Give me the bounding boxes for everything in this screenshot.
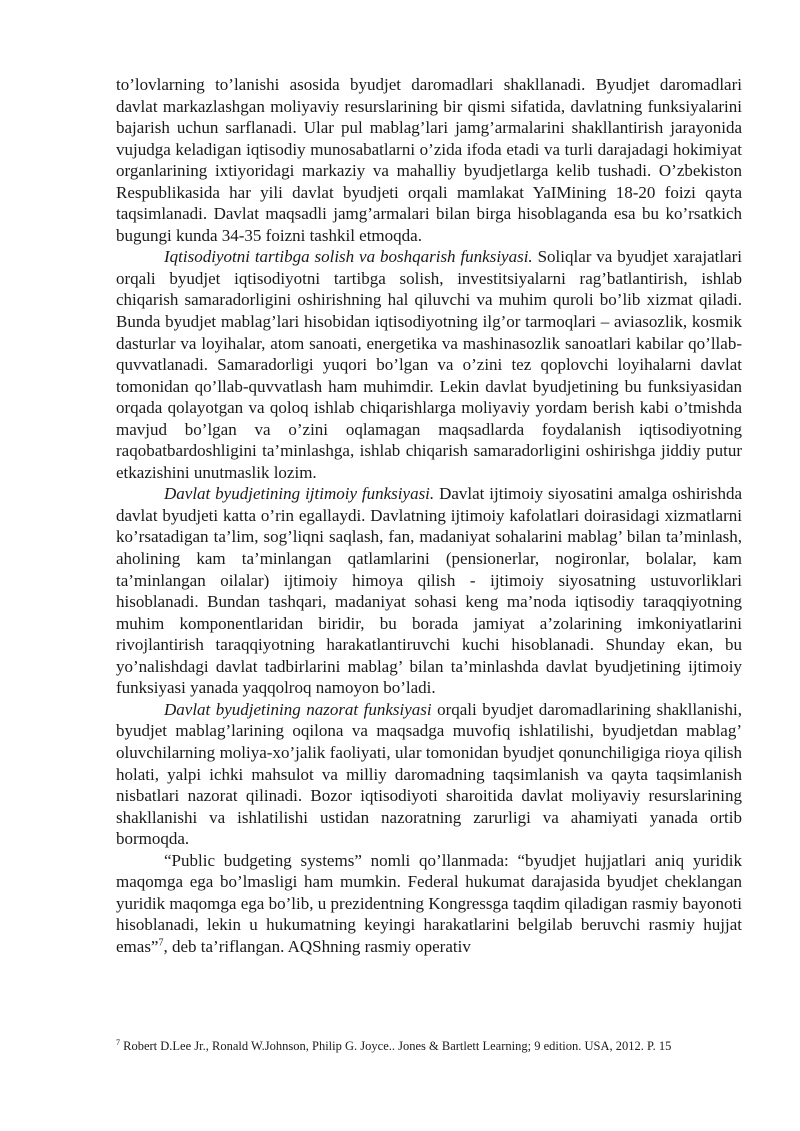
paragraph-control-function xyxy=(116,699,742,850)
paragraph-public-budgeting-text: “Public budgeting systems” nomli qo’llanmada: “byudjet hujjatlari aniq yuridik maqomga ega bo’lmasligi ham mumkin. Federal hukumat darajasida byudjet cheklangan yuridik maqomga ega bo’lib, u prezidentning Kongressga taqdim qiladigan rasmiy bayonoti hisoblanadi, lekin u hukumatning keyingi harakatlarini belgilab beruvchi rasmiy hujjat emas” xyxy=(116,850,742,956)
paragraph-social-text: Davlat ijtimoiy siyosatini amalga oshirishda davlat byudjeti katta o’rin egallaydi. Davlatning ijtimoiy kafolatlari doirasidagi xizmatlarni ko’rsatadigan ta’lim, sog’liqni saqlash, fan, madaniyat sohalarini mablag’ bilan ta’minlash, aholining kam ta’minlangan qatlamlarini (pensionerlar, nogironlar, bolalar, kam ta’minlangan oilalar) ijtimoiy himoya qilish - ijtimoiy siyosatning ustuvorliklari hisoblanadi. Bundan tashqari, madaniyat sohasi keng ma’noda iqtisodiy taraqqiyotning muhim komponentlaridan biridir, bu borada jamiyat a’zolarining imkoniyatlarini rivojlantirish taraqqiyotning harakatlantiruvchi kuchi hisoblanadi. Shunday ekan, bu yo’nalishdagi davlat tadbirlarini mablag’ bilan ta’minlashda davlat byudjetining ijtimoiy funksiyasi yanada yaqqolroq namoyon bo’ladi. xyxy=(116,484,742,698)
heading-control-function: Davlat byudjetining nazorat funksiyasi xyxy=(164,699,432,719)
paragraph-public-budgeting-tail: , deb ta’riflangan. AQShning rasmiy operativ xyxy=(163,936,471,956)
paragraph-regulation-text: Soliqlar va byudjet xarajatlari orqali byudjet iqtisodiyotni tartibga solish, investitsiyalarni rag’batlantirish, ishlab chiqarish samaradorligini oshirishning hal qiluvchi va muhim quroli bo’lib xizmat qiladi. Bunda byudjet mablag’lari hisobidan iqtisodiyotning ilg’or tarmoqlari – aviasozlik, kosmik dasturlar va loyihalar, atom sanoati, energetika va mashinasozlik sanoatlari kabilar qo’llab-quvvatlanadi. Samaradorligi yuqori bo’lgan va o’zini tez qoplovchi loyihalarni davlat tomonidan qo’llab-quvvatlash ham muhimdir. Lekin davlat byudjetining bu funksiyasidan orqada qolayotgan va qoloq ishlab chiqarishlarga moliyaviy yordam berish kabi o’tmishda mavjud bo’lgan va o’zini oqlamagan maqsadlarda foydalanish iqtisodiyotning raqobatbardoshligini ta’minlashga, ishlab chiqarish samaradorligini oshirishga jiddiy putur etkazishini unutmaslik lozim. xyxy=(116,247,742,482)
footnote-number: 7 xyxy=(116,1037,120,1047)
footnote xyxy=(116,1038,742,1054)
paragraph-control-text: orqali byudjet daromadlarining shakllanishi, byudjet mablag’larining oqilona va maqsadga muvofiq ishlatilishi, byudjetdan mablag’ oluvchilarning moliya-xo’jalik faoliyati, ular tomonidan byudjet qonunchiligiga rioya qilish holati, yalpi ichki mahsulot va milliy daromadning taqsimlanish va qayta taqsimlanish nisbatlari nazorat qilinadi. Bozor iqtisodiyoti sharoitida davlat moliyaviy resurslarining shakllanishi va ishlatilishi ustidan nazoratning zarurligi va ahamiyati yanada ortib bormoqda. xyxy=(116,699,742,849)
footnote-text: Robert D.Lee Jr., Ronald W.Johnson, Philip G. Joyce.. Jones & Bartlett Learning; 9 edition. USA, 2012. P. 15 xyxy=(120,1039,672,1053)
paragraph-social-function xyxy=(116,483,742,698)
heading-social-function: Davlat byudjetining ijtimoiy funksiyasi. xyxy=(164,484,435,504)
heading-regulation-function: Iqtisodiyotni tartibga solish va boshqarish funksiyasi. xyxy=(164,247,533,267)
footnote-reference[interactable]: 7 xyxy=(158,937,164,949)
paragraph-budget-revenues: to’lovlarning to’lanishi asosida byudjet daromadlari shakllanadi. Byudjet daromadlari davlat markazlashgan moliyaviy resurslarining bir qismi sifatida, davlatning funksiyalarini bajarish uchun sarflanadi. Ular pul mablag’lari jamg’armalarini shakllantirish jarayonida vujudga keladigan iqtisodiy munosabatlarni o’zida ifoda etadi va turli darajadagi hokimiyat organlarining ixtiyoridagi markaziy va mahalliy byudjetlarga kelib tushadi. O’zbekiston Respublikasida har yili davlat byudjeti orqali mamlakat YaIMining 18-20 foizi qayta taqsimlanadi. Davlat maqsadli jamg’armalari bilan birga hisoblaganda esa bu ko’rsatkich bugungi kunda 34-35 foizni tashkil etmoqda. xyxy=(116,75,742,245)
document-body xyxy=(116,74,742,957)
paragraph-regulation-function xyxy=(116,246,742,483)
paragraph-public-budgeting xyxy=(116,850,742,958)
